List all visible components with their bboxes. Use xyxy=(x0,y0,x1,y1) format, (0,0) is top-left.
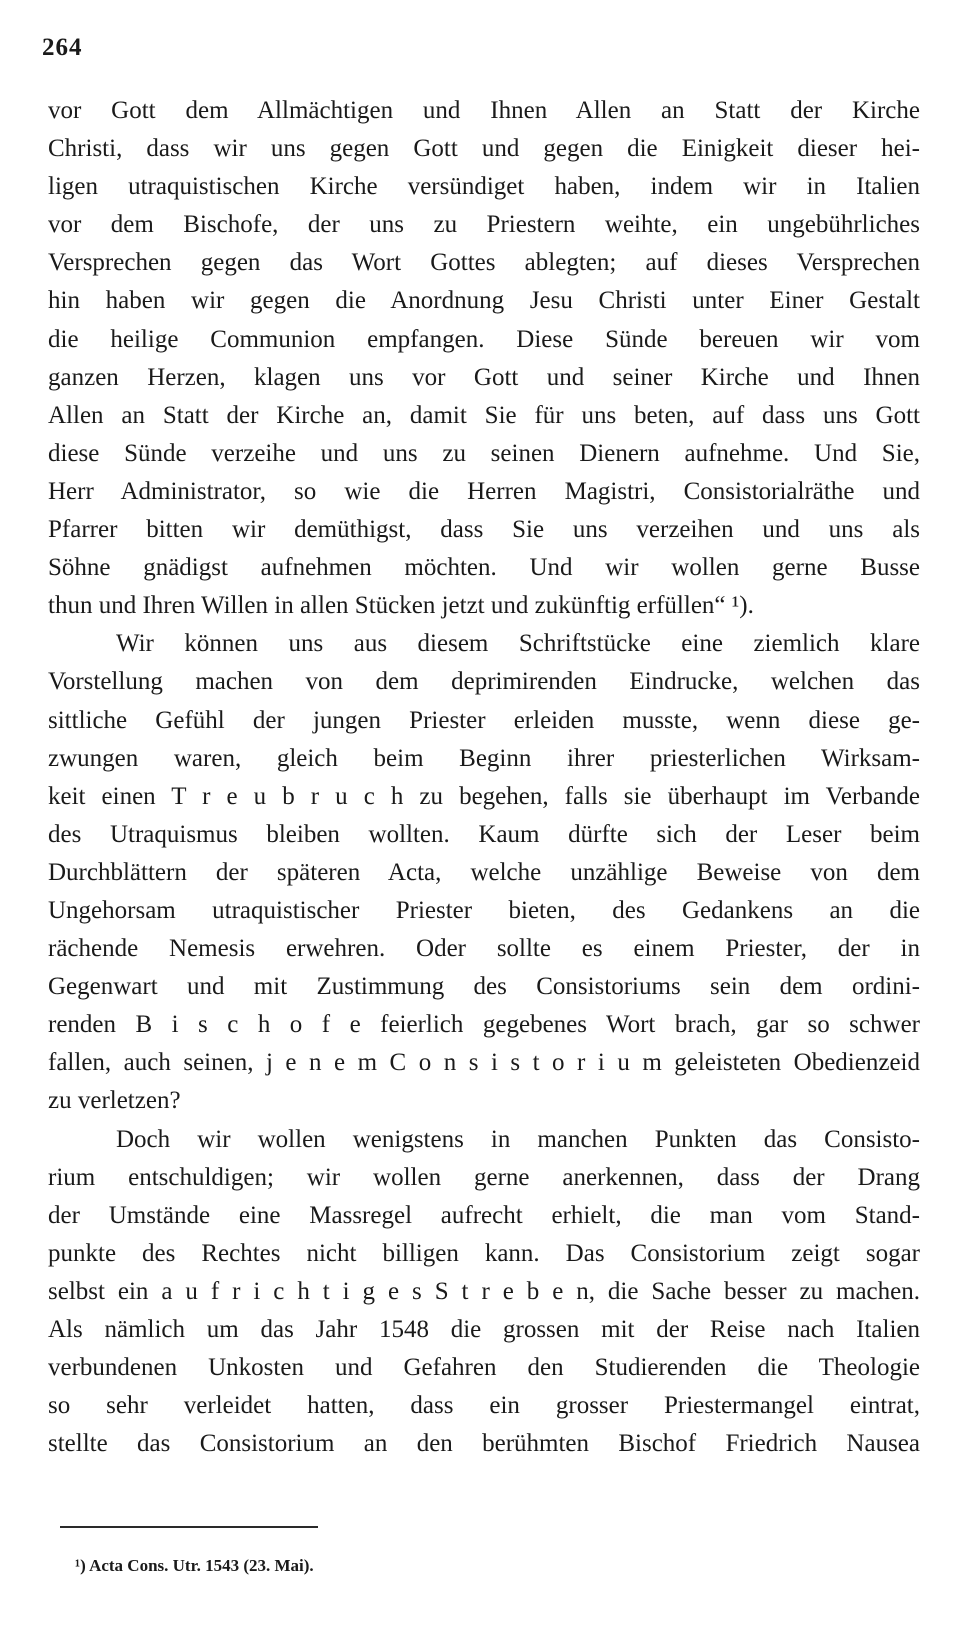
text-line: diese Sünde verzeihe und uns zu seinen Dienern aufnehme. Und Sie, xyxy=(48,439,920,467)
text-line: Durchblättern der späteren Acta, welche unzählige Beweise von dem xyxy=(48,858,920,886)
text-line: Ungehorsam utraquistischer Priester bieten, des Gedankens an die xyxy=(48,896,920,924)
text-line: Als nämlich um das Jahr 1548 die grossen mit der Reise nach Italien xyxy=(48,1316,920,1343)
text-line: Versprechen gegen das Wort Gottes ablegten; auf dieses Versprechen xyxy=(48,249,920,277)
text-line: vor Gott dem Allmächtigen und Ihnen Allen an Statt der Kirche xyxy=(48,97,920,124)
text-line: keit einen T r e u b r u c h zu begehen, falls sie überhaupt im Verbande xyxy=(48,782,920,810)
text-line: renden B i s c h o f e feierlich gegebenes Wort brach, gar so schwer xyxy=(48,1011,920,1039)
text-line: thun und Ihren Willen in allen Stücken jetzt und zukünftig erfüllen“ ¹). xyxy=(48,592,754,620)
text-line: vor dem Bischofe, der uns zu Priestern weihte, ein ungebührliches xyxy=(48,211,920,239)
footnote xyxy=(75,1556,314,1576)
text-line: ligen utraquistischen Kirche versündiget haben, indem wir in Italien xyxy=(48,173,920,201)
text-line: verbundenen Unkosten und Gefahren den Studierenden die Theologie xyxy=(48,1354,920,1382)
footnote-marker: ¹) xyxy=(75,1556,86,1575)
text-line: selbst ein a u f r i c h t i g e s S t r e b e n, die Sache besser zu machen. xyxy=(48,1277,920,1305)
text-line: Vorstellung machen von dem deprimirenden Eindrucke, welchen das xyxy=(48,668,920,696)
text-line: Christi, dass wir uns gegen Gott und gegen die Einigkeit dieser hei- xyxy=(48,135,920,163)
text-line: zu verletzen? xyxy=(48,1087,181,1115)
text-line: Herr Administrator, so wie die Herren Magistri, Consistorialräthe und xyxy=(48,477,920,505)
text-line: ganzen Herzen, klagen uns vor Gott und seiner Kirche und Ihnen xyxy=(48,363,920,391)
text-line: der Umstände eine Massregel aufrecht erhielt, die man vom Stand- xyxy=(48,1201,920,1229)
footnote-divider xyxy=(60,1526,318,1528)
text-line: Gegenwart und mit Zustimmung des Consistoriums sein dem ordini- xyxy=(48,973,920,1001)
text-line: zwungen waren, gleich beim Beginn ihrer priesterlichen Wirksam- xyxy=(48,744,920,772)
text-line: so sehr verleidet hatten, dass ein grosser Priestermangel eintrat, xyxy=(48,1392,920,1420)
text-line: die heilige Communion empfangen. Diese Sünde bereuen wir vom xyxy=(48,325,920,353)
text-line: rächende Nemesis erwehren. Oder sollte es einem Priester, der in xyxy=(48,935,920,963)
body-text xyxy=(48,92,920,1463)
text-line: Allen an Statt der Kirche an, damit Sie für uns beten, auf dass uns Gott xyxy=(48,401,920,429)
footnote-text: Acta Cons. Utr. 1543 (23. Mai). xyxy=(89,1556,314,1575)
text-line: Söhne gnädigst aufnehmen möchten. Und wir wollen gerne Busse xyxy=(48,554,920,582)
text-line: Wir können uns aus diesem Schriftstücke eine ziemlich klare xyxy=(116,630,920,658)
text-line: sittliche Gefühl der jungen Priester erleiden musste, wenn diese ge- xyxy=(48,706,920,734)
text-line: stellte das Consistorium an den berühmten Bischof Friedrich Nausea xyxy=(48,1430,920,1458)
text-line: Doch wir wollen wenigstens in manchen Punkten das Consisto- xyxy=(116,1125,920,1153)
text-line: punkte des Rechtes nicht billigen kann. Das Consistorium zeigt sogar xyxy=(48,1239,920,1267)
text-line: Pfarrer bitten wir demüthigst, dass Sie uns verzeihen und uns als xyxy=(48,516,920,544)
page-number: 264 xyxy=(42,34,83,61)
text-line: rium entschuldigen; wir wollen gerne anerkennen, dass der Drang xyxy=(48,1163,920,1191)
text-line: fallen, auch seinen, j e n e m C o n s i s t o r i u m geleisteten Obedienzeid xyxy=(48,1049,920,1077)
text-line: des Utraquismus bleiben wollten. Kaum dürfte sich der Leser beim xyxy=(48,820,920,848)
text-line: hin haben wir gegen die Anordnung Jesu Christi unter Einer Gestalt xyxy=(48,287,920,315)
